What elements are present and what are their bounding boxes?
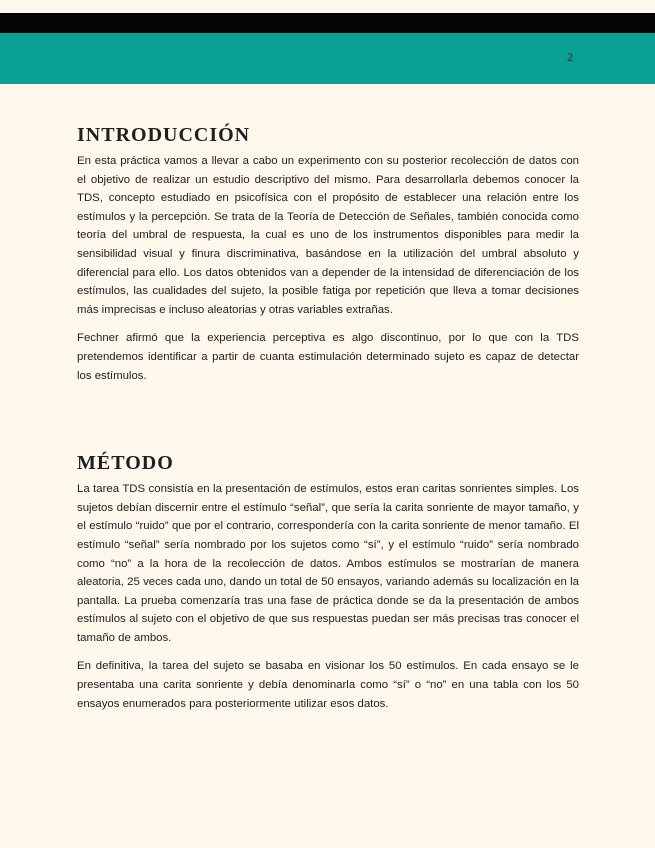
paragraph: Fechner afirmó que la experiencia perceptiva es algo discontinuo, por lo que con la TDS pretendemos identificar a partir de cuanta estimulación determinado sujeto es capaz de detectar los estímulos.	[77, 332, 579, 382]
document-body	[77, 124, 579, 723]
section-title-metodo: MÉTODO	[77, 452, 174, 475]
header-black-band	[0, 13, 655, 33]
paragraph: En definitiva, la tarea del sujeto se basaba en visionar los 50 estímulos. En cada ensayo se le presentaba una carita sonriente y debía denominarla como “sí” o “no” en una tabla con los 50 ensayos enumerados para posteriormente utilizar esos datos.	[77, 660, 579, 710]
section-title-introduccion: INTRODUCCIÓN	[77, 124, 251, 146]
paragraph: En esta práctica vamos a llevar a cabo un experimento con su posterior recolección de datos con el objetivo de realizar un estudio descriptivo del mismo. Para desarrollarla debemos conocer la TDS, concepto estudiado en psicofísica con el propósito de establecer una relación entre los estímulos y la percepción. Se trata de la Teoría de Detección de Señales, también conocida como teoría del umbral de respuesta, la cual es uno de los instrumentos disponibles para medir la sensibilidad visual y finura discriminativa, basándose en la utilización del umbral absoluto y diferencial para ello. Los datos obtenidos van a depender de la intensidad de diferenciación de los estímulos, las cualidades del sujeto, la posible fatiga por repetición que lleva a tomar decisiones más imprecisas e incluso aleatorias y otras variables extrañas.	[77, 155, 579, 316]
header-teal-band	[0, 33, 655, 84]
section-spacer	[77, 395, 579, 452]
paragraph: La tarea TDS consistía en la presentación de estímulos, estos eran caritas sonrientes simples. Los sujetos debían discernir entre el estímulo “señal”, que sería la carita sonriente de mayor tamaño, y el estímulo “ruido” que por el contrario, correspondería con la carita sonriente de menor tamaño. El estímulo “señal” sería nombrado por los sujetos como “sí”, y el estímulo “ruido” sería nombrado como “no” a la hora de la recolección de datos. Ambos estímulos se mostrarían de manera aleatoria, 25 veces cada uno, dando un total de 50 ensayos, variando además su localización en la pantalla. La prueba comenzaría tras una fase de práctica donde se da la presentación de ambos estímulos al sujeto con el objetivo de que sus respuestas puedan ser más precisas tras conocer el tamaño de ambos.	[77, 483, 579, 644]
page-number: 2	[567, 50, 573, 64]
section-metodo	[77, 452, 579, 713]
section-introduccion	[77, 124, 579, 385]
